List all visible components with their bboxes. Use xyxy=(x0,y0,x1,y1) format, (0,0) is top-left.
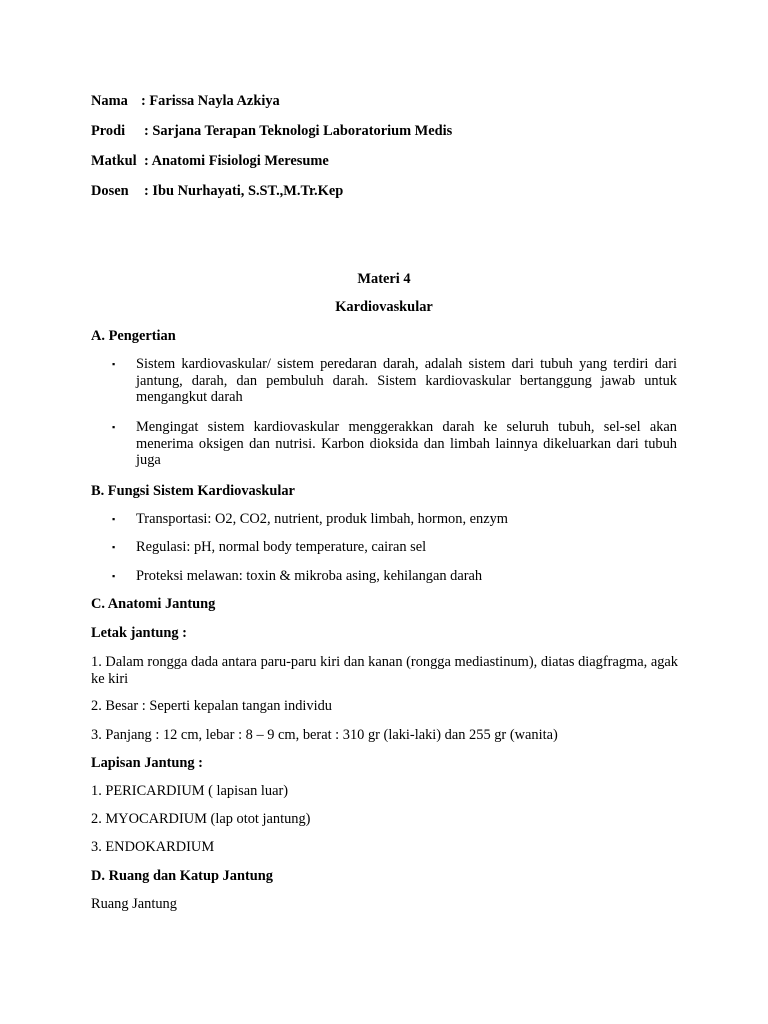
dosen-label: Dosen xyxy=(91,183,129,199)
heading-letak: Letak jantung : xyxy=(91,625,187,641)
letak-item-3: 3. Panjang : 12 cm, lebar : 8 – 9 cm, berat : 310 gr (laki-laki) dan 255 gr (wanita) xyxy=(91,727,558,743)
header-dosen xyxy=(91,183,343,200)
header-nama xyxy=(91,93,280,110)
bullet-icon: ▪ xyxy=(112,542,116,552)
subheading-ruang-jantung: Ruang Jantung xyxy=(91,896,177,912)
matkul-value: : Anatomi Fisiologi Meresume xyxy=(144,153,329,169)
pengertian-item-1: Sistem kardiovaskular/ sistem peredaran darah, adalah sistem dari tubuh yang terdiri dari jantung, darah, dan pembuluh darah. Sistem kardiovaskular bertanggung jawab untuk mengangkut darah xyxy=(136,356,677,405)
fungsi-item-1: Transportasi: O2, CO2, nutrient, produk limbah, hormon, enzym xyxy=(136,511,508,527)
title-kardiovaskular: Kardiovaskular xyxy=(335,299,433,315)
lapisan-item-1: 1. PERICARDIUM ( lapisan luar) xyxy=(91,783,289,799)
prodi-label: Prodi xyxy=(91,123,126,139)
nama-value: : Farissa Nayla Azkiya xyxy=(141,93,280,109)
letak-item-1: 1. Dalam rongga dada antara paru-paru kiri dan kanan (rongga mediastinum), diatas diagfragma, agak ke kiri xyxy=(91,654,678,687)
prodi-value: : Sarjana Terapan Teknologi Laboratorium Medis xyxy=(144,123,453,139)
pengertian-item-2: Mengingat sistem kardiovaskular menggerakkan darah ke seluruh tubuh, sel-sel akan menerima oksigen dan nutrisi. Karbon dioksida dan limbah lainnya dikeluarkan dari tubuh juga xyxy=(136,419,677,468)
nama-label: Nama xyxy=(91,93,128,109)
lapisan-item-3: 3. ENDOKARDIUM xyxy=(91,839,215,855)
letak-item-2: 2. Besar : Seperti kepalan tangan individu xyxy=(91,698,332,714)
matkul-label: Matkul xyxy=(91,153,137,169)
heading-lapisan: Lapisan Jantung : xyxy=(91,755,203,771)
fungsi-item-3: Proteksi melawan: toxin & mikroba asing, kehilangan darah xyxy=(136,568,483,584)
heading-fungsi: B. Fungsi Sistem Kardiovaskular xyxy=(91,483,295,499)
heading-pengertian: A. Pengertian xyxy=(91,328,176,344)
header-matkul xyxy=(91,153,329,170)
heading-anatomi: C. Anatomi Jantung xyxy=(91,596,216,612)
title-materi: Materi 4 xyxy=(357,271,411,287)
fungsi-item-2: Regulasi: pH, normal body temperature, cairan sel xyxy=(136,539,427,555)
lapisan-item-2: 2. MYOCARDIUM (lap otot jantung) xyxy=(91,811,311,827)
bullet-icon: ▪ xyxy=(112,359,116,369)
dosen-value: : Ibu Nurhayati, S.ST.,M.Tr.Kep xyxy=(144,183,344,199)
header-prodi xyxy=(91,123,452,140)
heading-ruang-katup: D. Ruang dan Katup Jantung xyxy=(91,868,273,884)
bullet-icon: ▪ xyxy=(112,571,116,581)
bullet-icon: ▪ xyxy=(112,422,116,432)
bullet-icon: ▪ xyxy=(112,514,116,524)
